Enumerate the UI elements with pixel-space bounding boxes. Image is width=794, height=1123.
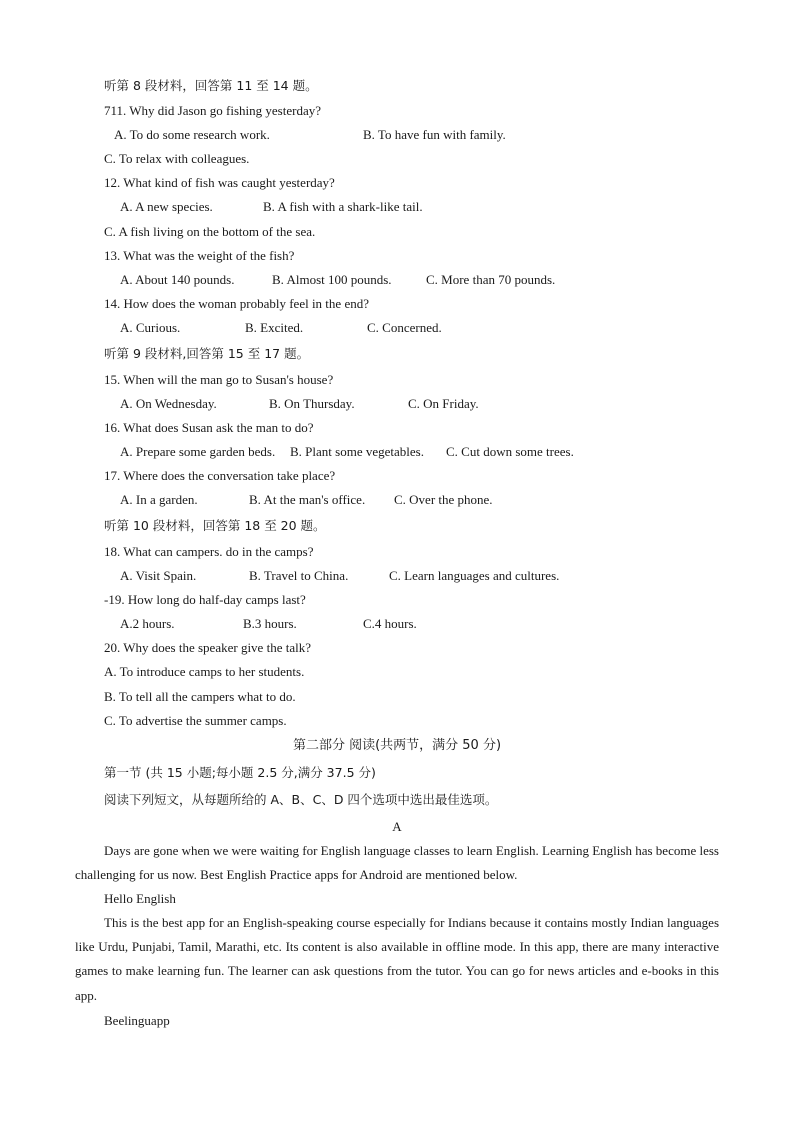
q20-option-a: A. To introduce camps to her students.	[104, 664, 305, 679]
q19-option-c: C.4 hours.	[363, 616, 417, 631]
passage-paragraph-intro: Days are gone when we were waiting for English language classes to learn English. Learning English has become less challenging for us now. Best English Practice apps for Android are mentioned below.	[75, 843, 719, 883]
q15-option-b: B. On Thursday.	[269, 396, 355, 411]
app-heading-hello-english: Hello English	[104, 891, 176, 906]
question-17: 17. Where does the conversation take place?	[104, 468, 336, 483]
passage-label: A	[392, 819, 402, 834]
q13-option-b: B. Almost 100 pounds.	[272, 272, 392, 287]
q19-option-a: A.2 hours.	[120, 616, 175, 631]
app-heading-beelinguapp: Beelinguapp	[104, 1013, 170, 1028]
q19-option-b: B.3 hours.	[243, 616, 297, 631]
q12-option-a: A. A new species.	[120, 199, 213, 214]
section-one-title: 第一节 (共 15 小题;每小题 2.5 分,满分 37.5 分)	[104, 765, 376, 780]
q20-option-b: B. To tell all the campers what to do.	[104, 689, 296, 704]
question-14: 14. How does the woman probably feel in the end?	[104, 296, 369, 311]
q15-option-a: A. On Wednesday.	[120, 396, 217, 411]
q13-option-a: A. About 140 pounds.	[120, 272, 235, 287]
question-11: 711. Why did Jason go fishing yesterday?	[104, 103, 321, 118]
q16-option-c: C. Cut down some trees.	[446, 444, 574, 459]
q16-option-b: B. Plant some vegetables.	[290, 444, 424, 459]
section-heading-9: 听第 9 段材料,回答第 15 至 17 题。	[104, 346, 310, 361]
q14-option-b: B. Excited.	[245, 320, 304, 335]
q18-option-c: C. Learn languages and cultures.	[389, 568, 560, 583]
q17-option-b: B. At the man's office.	[249, 492, 366, 507]
q12-option-c: C. A fish living on the bottom of the sea.	[104, 224, 316, 239]
part-two-title: 第二部分 阅读(共两节，满分 50 分)	[292, 738, 502, 753]
q14-option-c: C. Concerned.	[367, 320, 442, 335]
q18-option-a: A. Visit Spain.	[120, 568, 197, 583]
q13-option-c: C. More than 70 pounds.	[426, 272, 556, 287]
q12-option-b: B. A fish with a shark-like tail.	[263, 199, 423, 214]
q14-option-a: A. Curious.	[120, 320, 181, 335]
q11-option-a: A. To do some research work.	[114, 127, 270, 142]
question-15: 15. When will the man go to Susan's house?	[104, 372, 334, 387]
q15-option-c: C. On Friday.	[408, 396, 479, 411]
q17-option-c: C. Over the phone.	[394, 492, 493, 507]
q18-option-b: B. Travel to China.	[249, 568, 349, 583]
question-20: 20. Why does the speaker give the talk?	[104, 640, 311, 655]
q16-option-a: A. Prepare some garden beds.	[120, 444, 276, 459]
reading-instruction: 阅读下列短文，从每题所给的 A、B、C、D 四个选项中选出最佳选项。	[104, 792, 498, 807]
q11-option-b: B. To have fun with family.	[363, 127, 506, 142]
question-13: 13. What was the weight of the fish?	[104, 248, 295, 263]
q17-option-a: A. In a garden.	[120, 492, 198, 507]
question-19: -19. How long do half-day camps last?	[104, 592, 306, 607]
q20-option-c: C. To advertise the summer camps.	[104, 713, 287, 728]
question-18: 18. What can campers. do in the camps?	[104, 544, 314, 559]
section-heading-10: 听第 10 段材料，回答第 18 至 20 题。	[104, 518, 326, 533]
section-heading-8: 听第 8 段材料，回答第 11 至 14 题。	[104, 78, 318, 93]
passage-paragraph-hello-english: This is the best app for an English-speaking course especially for Indians because it contains mostly Indian languages like Urdu, Punjabi, Tamil, Marathi, etc. Its content is also available in offline mode. In this app, there are many interactive games to make learning fun. The learner can ask questions from the tutor. You can go for news articles and e-books in this app.	[75, 915, 719, 1003]
question-16: 16. What does Susan ask the man to do?	[104, 420, 314, 435]
question-12: 12. What kind of fish was caught yesterday?	[104, 175, 335, 190]
q11-option-c: C. To relax with colleagues.	[104, 151, 250, 166]
